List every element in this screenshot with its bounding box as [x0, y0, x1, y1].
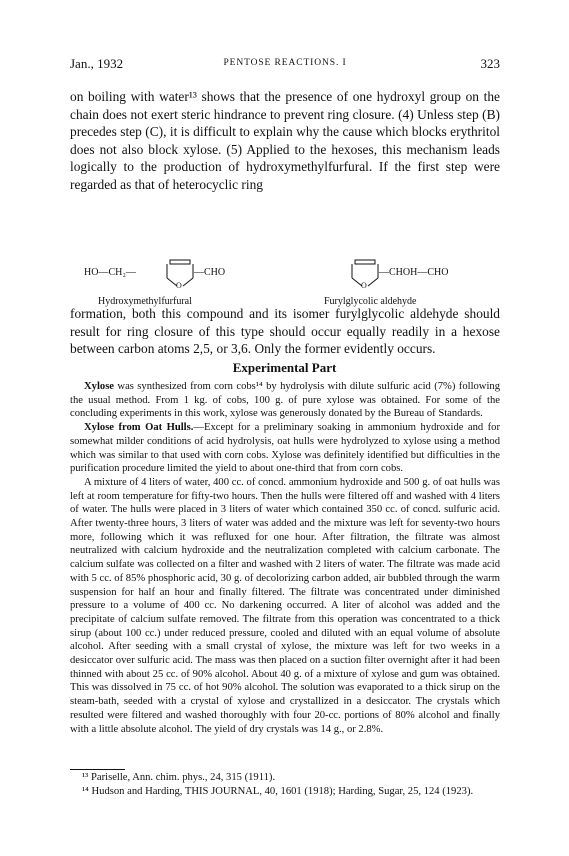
intro-paragraph: on boiling with water¹³ shows that the presence of one hydroxyl group on the chain does not exert steric hindrance to prevent ring closure. (4) Unless step (B) precedes step (C), it is difficult to explain why the cause which blocks erythritol does not also block xylose. (5) Applied to the hexoses, this mechanism leads logically to the production of hydroxymethylfurfural. If the first step were regarded as that of heterocyclic ring [70, 89, 500, 192]
paragraph-lead: Xylose from Oat Hulls. [84, 422, 194, 434]
header-title: PENTOSE REACTIONS. I [223, 58, 347, 68]
footnote-13: ¹³ Pariselle, Ann. chim. phys., 24, 315 (1911). [82, 772, 276, 783]
left-prefix: HO—CH₂— [84, 267, 136, 278]
right-suffix: —CHOH—CHO [379, 267, 449, 278]
left-ring-oxygen: O [176, 281, 182, 290]
page-number: 323 [480, 56, 500, 71]
right-caption: Furylglycolic aldehyde [324, 296, 417, 307]
right-ring-oxygen: O [361, 281, 367, 290]
footnote-14: ¹⁴ Hudson and Harding, THIS JOURNAL, 40, 1601 (1918); Harding, Sugar, 25, 124 (1923). [82, 786, 474, 797]
section-heading: Experimental Part [232, 360, 337, 375]
footnotes [70, 771, 500, 799]
paragraph-lead: Xylose [84, 381, 115, 392]
left-caption: Hydroxymethylfurfural [98, 296, 192, 307]
header-date: Jan., 1932 [70, 56, 124, 71]
intro-continuation [70, 305, 500, 358]
experimental-paragraph-2 [70, 421, 500, 476]
intro-block [70, 88, 500, 194]
experimental-block [70, 380, 500, 736]
experimental-paragraph-1 [70, 380, 500, 421]
left-suffix: —CHO [194, 267, 226, 278]
experimental-paragraph-3: A mixture of 4 liters of water, 400 cc. of concd. ammonium hydroxide and 500 g. of oat hulls was left at room temperature for fifty-two hours. Then the hulls were filtered off and washed with 4 liters of water. The hulls were placed in 3 liters of water which contained 350 cc. of concd. sulfuric acid. After twenty-three hours, 3 liters of water was added and the mixture was left for seventy-two hours more, following which it was refluxed for one hour. After filtration, the filtrate was almost neutralized with calcium hydroxide and the neutralization completed with calcium carbonate. The calcium sulfate was collected on a filter and washed with 2 liters of water. The filtrate was made acid with 5 cc. of 85% phosphoric acid, 30 g. of decolorizing carbon added, air bubbled through the warm suspension for half an hour and finally filtered. The filtrate was concentrated under diminished pressure to a volume of 400 cc. No darkening occurred. A liter of alcohol was added and the precipitate of calcium sulfate removed. The filtrate from this operation was concentrated to a thick sirup (about 100 cc.) under reduced pressure, cooled and diluted with an equal volume of absolute alcohol. After seeding with a small crystal of xylose, the mixture was left for two weeks in a desiccator over sulfuric acid. The mass was then placed on a suction filter overnight after it had been thinned with about 25 cc. of 90% alcohol. About 40 g. of a mixture of xylose and gum was obtained. This was dissolved in 75 cc. of hot 90% alcohol. The solution was evaporated to a thick sirup on the steam-bath, seeded with a crystal of xylose and crystallized in a desiccator. The crystals which resulted were filtered and washed thoroughly with four 20-cc. portions of 80% alcohol and finally with a little absolute alcohol. The yield of dry crystals was 14 g., or 2.8%. [70, 476, 500, 735]
intro-paragraph-2: formation, both this compound and its isomer furylglycolic aldehyde should result for ring closure of this type should occur equally readily in a hexose between carbon atoms 2,5, or 3,6. Only the former evidently occurs. [70, 306, 500, 357]
paragraph-text: was synthesized from corn cobs¹⁴ by hydrolysis with dilute sulfuric acid (7%) following the usual method. From 1 kg. of cobs, 100 g. of pure xylose was obtained. For some of the concluding experiments in this work, xylose was generously donated by the Bureau of Standards. [70, 381, 500, 420]
running-header [70, 56, 500, 74]
footnote-rule [70, 769, 125, 770]
paragraph-text: —Except for a preliminary soaking in ammonium hydroxide and for somewhat milder conditions of acid hydrolysis, oat hulls were hydrolyzed to xylose using a method which was similar to that used with corn cobs. Xylose was definitely identified but difficulties in the purification procedure limited the yield to about one-third that from corn cobs. [70, 422, 500, 475]
